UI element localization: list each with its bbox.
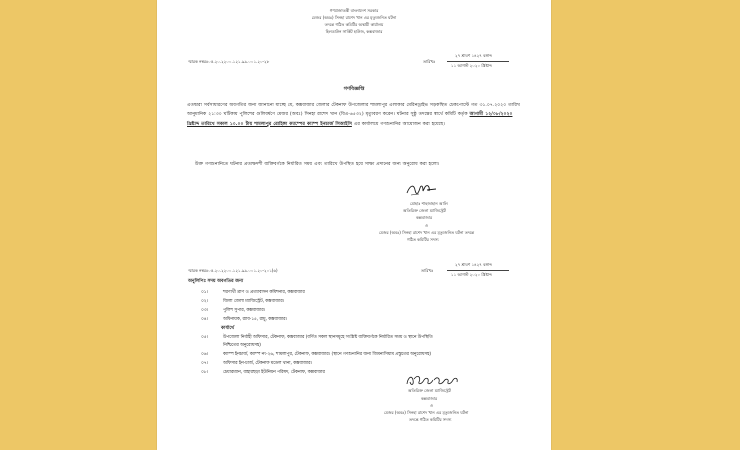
memo2-date-label: তারিখঃ (421, 268, 434, 273)
notice-document (157, 0, 551, 450)
memo-date-bangla: ২৭ শ্রাবণ ১৪২৭ বঙ্গাব্দ (455, 53, 492, 58)
distribution-heading: অনুলিপিঃ সদয় অবগতির জন্য (188, 279, 244, 284)
signatory2-designation: অতিরিক্ত জেলা ম্যাজিস্ট্রেট (408, 388, 451, 393)
distribution-item: পুলিশ সুপার, কক্সবাজার। (223, 308, 266, 313)
distribution-num: ০৩। (201, 308, 209, 313)
notice-title: গণবিজ্ঞপ্তি (343, 86, 365, 92)
signatory1-role: মেজর (অবঃ) সিনহা রাশেদ খান এর মৃত্যুজনিত ঘটনা তদন্তে (379, 230, 475, 235)
distribution-item: অধিনায়ক, র‍্যাব-১৫, রামু, কক্সবাজার। (223, 317, 288, 322)
memo2-date-english: ১১ আগস্ট ২০২০ খ্রিষ্টাব্দ (451, 272, 492, 277)
distribution-item: জিলা জেলা ম্যাজিস্ট্রেট, কক্সবাজার। (223, 299, 285, 304)
signatory2-district: কক্সবাজার (421, 396, 438, 401)
memo-date-divider (447, 61, 509, 62)
action-num: ০৫। (201, 335, 209, 340)
signatory1-district: কক্সবাজার (416, 215, 433, 220)
action-num: ০৭। (201, 361, 209, 366)
action-heading: কার্যার্থে (221, 326, 235, 331)
signatory1-role-2: গঠিত কমিটির সদস্য (407, 237, 439, 242)
action-item: ক্যাম্প ইনচার্জ, ক্যাম্প নং-২৬, শামলাপুর, টেকনাফ, কক্সবাজার। (স্থানে গণশুনানির জন্য জিমনাসিয়াম প্রস্তুতের অনুরোধসহ) (223, 352, 432, 357)
notice-body-request: উক্ত গণশুনানিতে ঘটনার প্রত্যক্ষদর্শী ব্যক্তিবর্গকে নির্ধারিত সময় এবং তারিখে উপস্থিত হয়ে সাক্ষ্য প্রদানের জন্য অনুরোধ করা হলো। (195, 162, 440, 167)
signatory1-designation: অতিরিক্ত জেলা ম্যাজিস্ট্রেট (403, 208, 446, 213)
memo2-date-bangla: ২৭ শ্রাবণ ১৪২৭ বঙ্গাব্দ (455, 262, 492, 267)
signatory1-and: ও (425, 223, 428, 228)
header-office: তদন্তে গঠিত কমিটির অস্থায়ী কার্যালয় (324, 22, 384, 27)
signatory2-and: ও (430, 403, 433, 408)
action-num: ০৬। (201, 352, 209, 357)
action-item: চেয়ারম্যান, বাহারছড়া ইউনিয়ন পরিষদ, টেকনাফ, কক্সবাজার (223, 370, 325, 375)
signatory2-role: মেজর (অবঃ) সিনহা রাশেদ খান এর মৃত্যুজনিত ঘটনা (384, 410, 469, 415)
distribution-num: ০৪। (201, 317, 209, 322)
memo2-date-divider (447, 270, 509, 271)
memo2-number: স্মারক নম্বরঃ০৫.২০.২২০০.১২১.৯৯.০০১.২০-২০১(৬) (188, 268, 278, 273)
signature-1 (405, 181, 439, 199)
signature-2 (404, 371, 468, 389)
notice-body (187, 101, 521, 129)
action-item: উপজেলা নির্বাহী অফিসার, টেকনাফ, কক্সবাজার (বর্ণিত সকল স্থানসমূহে সংশ্লিষ্ট ব্যক্তিবর্গকে নির্ধারিত সময় ও স্থানে উপস্থিতি (223, 335, 433, 340)
action-item-continued: নিশ্চিতের অনুরোধসহ) (223, 343, 261, 348)
signatory2-role-2: তদন্তে গঠিত কমিটির সদস্য (409, 417, 452, 422)
header-incident: মেজর (অবঃ) সিনহা রাশেদ খান এর মৃত্যুজনিত ঘটনা (311, 15, 397, 20)
notice-body-end: এর কার্যালয়ে গণশুনানির আয়োজন করা হয়েছে। (351, 121, 445, 127)
memo-date-label: তারিখঃ (423, 59, 436, 64)
notice-body-text: এতদ্বারা সর্বসাধারণের অবগতির জন্য জানানো যাচ্ছে যে, কক্সবাজার জেলার টেকনাফ উপজেলার শামলাপুর এলাকার মেরিনড্রাইভ সড়কস্থিত চেকপোস্টে গত ৩১.০৭.২০২০ তারিখ আনুমানিক ২১:৩০ ঘটিকায় পুলিশের গুলিবর্ষণে মেজর (অবঃ) সিনহা রাশেদ খান (বিএ-৬৫৩২) মৃত্যুবরণ করেন। ঘটনার সুষ্ঠু তদন্তের স্বার্থে কমিটি কর্তৃক (187, 103, 520, 118)
action-item: অফিসার ইন-চার্জ, টেকনাফ মডেল থানা, কক্সবাজার। (223, 361, 313, 366)
memo-number: স্মারক নম্বরঃ০৫.২০.২২০০.১২১.৯৯.০০১.২০-২৮ (188, 59, 270, 64)
distribution-num: ০১। (201, 290, 209, 295)
notice-body-highlight: আগামী ১২/০৮/২০২০ খ্রিষ্টাব্দ তারিখে সকাল ১০.০০ টায় শামলাপুর রোহিঙ্গা ক্যাম্পের ক্যাম্প ইনচার্জ সিআইসি (187, 112, 513, 127)
distribution-item: শরণার্থী ত্রাণ ও প্রত্যাবাসন কমিশনার, কক্সবাজার (223, 290, 305, 295)
distribution-num: ০২। (201, 299, 209, 304)
header-address: হিলডাউন সার্কিট হাউজ, কক্সবাজার (325, 29, 383, 34)
action-num: ০৮। (201, 370, 209, 375)
signatory1-name: মোহাঃ শাহজাহান আলি (410, 201, 448, 206)
memo-date-english: ১১ আগস্ট ২০২০ খ্রিষ্টাব্দ (451, 63, 492, 68)
header-govt: গণপ্রজাতন্ত্রী বাংলাদেশ সরকার (329, 8, 379, 13)
